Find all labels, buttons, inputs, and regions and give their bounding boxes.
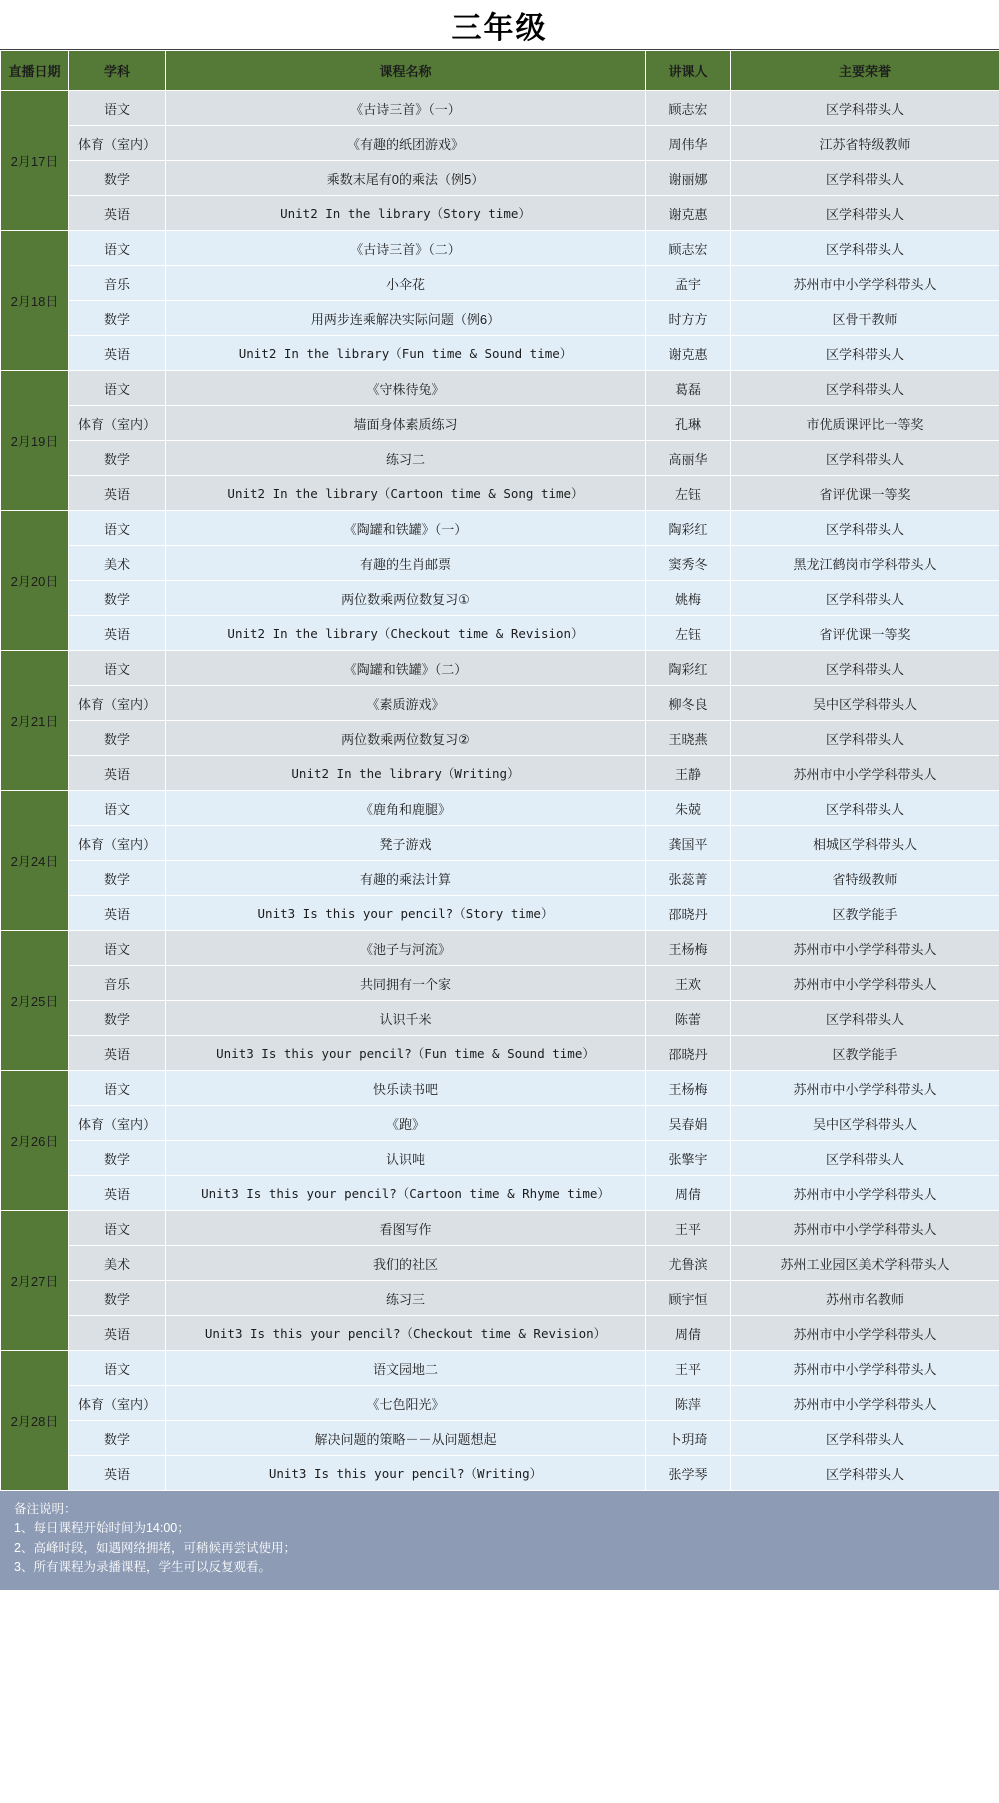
column-header-subject: 学科 bbox=[69, 51, 166, 91]
honor-cell: 苏州市中小学学科带头人 bbox=[731, 1316, 999, 1351]
table-row bbox=[1, 371, 999, 406]
table-row bbox=[1, 231, 999, 266]
date-cell: 2月19日 bbox=[1, 371, 69, 511]
teacher-cell: 龚国平 bbox=[646, 826, 731, 861]
table-row bbox=[1, 336, 999, 371]
honor-cell: 江苏省特级教师 bbox=[731, 126, 999, 161]
table-row bbox=[1, 406, 999, 441]
honor-cell: 苏州市中小学学科带头人 bbox=[731, 1386, 999, 1421]
table-row bbox=[1, 721, 999, 756]
table-row bbox=[1, 1456, 999, 1491]
note-line: 2、高峰时段，如遇网络拥堵，可稍候再尝试使用； bbox=[14, 1540, 296, 1555]
table-row bbox=[1, 1246, 999, 1281]
page-title-bar bbox=[0, 0, 999, 50]
course-name-cell: 《七色阳光》 bbox=[166, 1386, 646, 1421]
subject-cell: 语文 bbox=[69, 231, 166, 266]
column-header-date: 直播日期 bbox=[1, 51, 69, 91]
course-name-cell: 两位数乘两位数复习② bbox=[166, 721, 646, 756]
date-cell: 2月26日 bbox=[1, 1071, 69, 1211]
course-name-cell: Unit2 In the library（Story time） bbox=[166, 196, 646, 231]
teacher-cell: 窦秀冬 bbox=[646, 546, 731, 581]
teacher-cell: 朱兢 bbox=[646, 791, 731, 826]
table-row bbox=[1, 126, 999, 161]
honor-cell: 省评优课一等奖 bbox=[731, 476, 999, 511]
honor-cell: 苏州市中小学学科带头人 bbox=[731, 756, 999, 791]
course-name-cell: 认识千米 bbox=[166, 1001, 646, 1036]
subject-cell: 体育（室内） bbox=[69, 406, 166, 441]
honor-cell: 区学科带头人 bbox=[731, 651, 999, 686]
column-header-honor: 主要荣誉 bbox=[731, 51, 999, 91]
subject-cell: 语文 bbox=[69, 1351, 166, 1386]
table-row bbox=[1, 931, 999, 966]
column-header-course: 课程名称 bbox=[166, 51, 646, 91]
course-name-cell: 墙面身体素质练习 bbox=[166, 406, 646, 441]
teacher-cell: 周伟华 bbox=[646, 126, 731, 161]
table-row bbox=[1, 861, 999, 896]
honor-cell: 区学科带头人 bbox=[731, 91, 999, 126]
subject-cell: 体育（室内） bbox=[69, 686, 166, 721]
subject-cell: 语文 bbox=[69, 1071, 166, 1106]
subject-cell: 英语 bbox=[69, 476, 166, 511]
teacher-cell: 谢丽娜 bbox=[646, 161, 731, 196]
table-row bbox=[1, 651, 999, 686]
honor-cell: 区学科带头人 bbox=[731, 231, 999, 266]
honor-cell: 吴中区学科带头人 bbox=[731, 1106, 999, 1141]
course-name-cell: Unit3 Is this your pencil?（Fun time & Sound time） bbox=[166, 1036, 646, 1071]
course-name-cell: Unit2 In the library（Writing） bbox=[166, 756, 646, 791]
honor-cell: 苏州市中小学学科带头人 bbox=[731, 1071, 999, 1106]
course-name-cell: 《古诗三首》（一） bbox=[166, 91, 646, 126]
teacher-cell: 左钰 bbox=[646, 476, 731, 511]
honor-cell: 苏州市中小学学科带头人 bbox=[731, 931, 999, 966]
course-name-cell: 凳子游戏 bbox=[166, 826, 646, 861]
table-row bbox=[1, 1316, 999, 1351]
table-row bbox=[1, 546, 999, 581]
honor-cell: 区骨干教师 bbox=[731, 301, 999, 336]
course-name-cell: 有趣的乘法计算 bbox=[166, 861, 646, 896]
subject-cell: 数学 bbox=[69, 1281, 166, 1316]
teacher-cell: 陈蕾 bbox=[646, 1001, 731, 1036]
teacher-cell: 时方方 bbox=[646, 301, 731, 336]
honor-cell: 苏州市中小学学科带头人 bbox=[731, 1211, 999, 1246]
subject-cell: 语文 bbox=[69, 511, 166, 546]
table-row bbox=[1, 511, 999, 546]
table-row bbox=[1, 1141, 999, 1176]
teacher-cell: 顾志宏 bbox=[646, 231, 731, 266]
table-row bbox=[1, 1106, 999, 1141]
course-name-cell: Unit3 Is this your pencil?（Writing） bbox=[166, 1456, 646, 1491]
course-name-cell: 语文园地二 bbox=[166, 1351, 646, 1386]
teacher-cell: 谢克惠 bbox=[646, 196, 731, 231]
teacher-cell: 张学琴 bbox=[646, 1456, 731, 1491]
honor-cell: 区学科带头人 bbox=[731, 791, 999, 826]
table-row bbox=[1, 896, 999, 931]
teacher-cell: 王晓燕 bbox=[646, 721, 731, 756]
course-name-cell: Unit2 In the library（Fun time & Sound time） bbox=[166, 336, 646, 371]
course-name-cell: 《素质游戏》 bbox=[166, 686, 646, 721]
teacher-cell: 孔琳 bbox=[646, 406, 731, 441]
subject-cell: 英语 bbox=[69, 896, 166, 931]
honor-cell: 区学科带头人 bbox=[731, 1141, 999, 1176]
course-name-cell: 看图写作 bbox=[166, 1211, 646, 1246]
page-title: 三年级 bbox=[451, 11, 548, 45]
subject-cell: 数学 bbox=[69, 1001, 166, 1036]
honor-cell: 市优质课评比一等奖 bbox=[731, 406, 999, 441]
table-row bbox=[1, 476, 999, 511]
course-name-cell: 用两步连乘解决实际问题（例6） bbox=[166, 301, 646, 336]
table-row bbox=[1, 1351, 999, 1386]
subject-cell: 语文 bbox=[69, 91, 166, 126]
course-name-cell: 共同拥有一个家 bbox=[166, 966, 646, 1001]
teacher-cell: 孟宇 bbox=[646, 266, 731, 301]
teacher-cell: 张擎宇 bbox=[646, 1141, 731, 1176]
teacher-cell: 王平 bbox=[646, 1351, 731, 1386]
teacher-cell: 姚梅 bbox=[646, 581, 731, 616]
honor-cell: 区学科带头人 bbox=[731, 336, 999, 371]
subject-cell: 数学 bbox=[69, 861, 166, 896]
course-name-cell: 《陶罐和铁罐》（一） bbox=[166, 511, 646, 546]
teacher-cell: 尤鲁滨 bbox=[646, 1246, 731, 1281]
honor-cell: 苏州工业园区美术学科带头人 bbox=[731, 1246, 999, 1281]
table-row bbox=[1, 1176, 999, 1211]
teacher-cell: 顾宇恒 bbox=[646, 1281, 731, 1316]
honor-cell: 区学科带头人 bbox=[731, 441, 999, 476]
subject-cell: 体育（室内） bbox=[69, 126, 166, 161]
table-row bbox=[1, 266, 999, 301]
course-name-cell: 《陶罐和铁罐》（二） bbox=[166, 651, 646, 686]
teacher-cell: 柳冬良 bbox=[646, 686, 731, 721]
column-header-teacher: 讲课人 bbox=[646, 51, 731, 91]
course-name-cell: 《鹿角和鹿腿》 bbox=[166, 791, 646, 826]
honor-cell: 吴中区学科带头人 bbox=[731, 686, 999, 721]
subject-cell: 英语 bbox=[69, 336, 166, 371]
honor-cell: 苏州市中小学学科带头人 bbox=[731, 1351, 999, 1386]
course-name-cell: Unit2 In the library（Checkout time & Revision） bbox=[166, 616, 646, 651]
subject-cell: 数学 bbox=[69, 301, 166, 336]
course-name-cell: 两位数乘两位数复习① bbox=[166, 581, 646, 616]
honor-cell: 省特级教师 bbox=[731, 861, 999, 896]
honor-cell: 苏州市中小学学科带头人 bbox=[731, 1176, 999, 1211]
teacher-cell: 王杨梅 bbox=[646, 1071, 731, 1106]
table-header bbox=[1, 51, 999, 91]
subject-cell: 英语 bbox=[69, 1036, 166, 1071]
honor-cell: 区学科带头人 bbox=[731, 196, 999, 231]
table-row bbox=[1, 301, 999, 336]
course-name-cell: 《守株待兔》 bbox=[166, 371, 646, 406]
table-row bbox=[1, 756, 999, 791]
date-cell: 2月28日 bbox=[1, 1351, 69, 1491]
subject-cell: 美术 bbox=[69, 1246, 166, 1281]
teacher-cell: 王平 bbox=[646, 1211, 731, 1246]
teacher-cell: 葛磊 bbox=[646, 371, 731, 406]
subject-cell: 音乐 bbox=[69, 966, 166, 1001]
table-row bbox=[1, 1071, 999, 1106]
course-name-cell: 我们的社区 bbox=[166, 1246, 646, 1281]
honor-cell: 黑龙江鹤岗市学科带头人 bbox=[731, 546, 999, 581]
teacher-cell: 吴春娟 bbox=[646, 1106, 731, 1141]
teacher-cell: 周倩 bbox=[646, 1316, 731, 1351]
course-name-cell: 有趣的生肖邮票 bbox=[166, 546, 646, 581]
course-name-cell: 解决问题的策略－－从问题想起 bbox=[166, 1421, 646, 1456]
subject-cell: 体育（室内） bbox=[69, 826, 166, 861]
subject-cell: 英语 bbox=[69, 1456, 166, 1491]
date-cell: 2月17日 bbox=[1, 91, 69, 231]
subject-cell: 英语 bbox=[69, 756, 166, 791]
table-row bbox=[1, 1281, 999, 1316]
subject-cell: 音乐 bbox=[69, 266, 166, 301]
subject-cell: 美术 bbox=[69, 546, 166, 581]
teacher-cell: 左钰 bbox=[646, 616, 731, 651]
honor-cell: 相城区学科带头人 bbox=[731, 826, 999, 861]
table-row bbox=[1, 196, 999, 231]
course-name-cell: Unit3 Is this your pencil?（Cartoon time & Rhyme time） bbox=[166, 1176, 646, 1211]
honor-cell: 省评优课一等奖 bbox=[731, 616, 999, 651]
subject-cell: 数学 bbox=[69, 441, 166, 476]
honor-cell: 区教学能手 bbox=[731, 1036, 999, 1071]
subject-cell: 语文 bbox=[69, 371, 166, 406]
subject-cell: 体育（室内） bbox=[69, 1106, 166, 1141]
course-name-cell: 《古诗三首》（二） bbox=[166, 231, 646, 266]
subject-cell: 数学 bbox=[69, 581, 166, 616]
course-name-cell: 《池子与河流》 bbox=[166, 931, 646, 966]
teacher-cell: 周倩 bbox=[646, 1176, 731, 1211]
table-row bbox=[1, 966, 999, 1001]
teacher-cell: 王欢 bbox=[646, 966, 731, 1001]
course-name-cell: 乘数末尾有0的乘法（例5） bbox=[166, 161, 646, 196]
subject-cell: 数学 bbox=[69, 1421, 166, 1456]
course-name-cell: 《跑》 bbox=[166, 1106, 646, 1141]
date-cell: 2月21日 bbox=[1, 651, 69, 791]
honor-cell: 区学科带头人 bbox=[731, 161, 999, 196]
honor-cell: 区学科带头人 bbox=[731, 1421, 999, 1456]
honor-cell: 区学科带头人 bbox=[731, 371, 999, 406]
table-row bbox=[1, 826, 999, 861]
teacher-cell: 陶彩红 bbox=[646, 651, 731, 686]
course-name-cell: 练习二 bbox=[166, 441, 646, 476]
schedule-table bbox=[0, 50, 999, 1491]
honor-cell: 区学科带头人 bbox=[731, 1001, 999, 1036]
teacher-cell: 卜玥琦 bbox=[646, 1421, 731, 1456]
honor-cell: 苏州市名教师 bbox=[731, 1281, 999, 1316]
course-name-cell: 小伞花 bbox=[166, 266, 646, 301]
honor-cell: 区学科带头人 bbox=[731, 581, 999, 616]
honor-cell: 苏州市中小学学科带头人 bbox=[731, 966, 999, 1001]
subject-cell: 语文 bbox=[69, 651, 166, 686]
course-name-cell: 《有趣的纸团游戏》 bbox=[166, 126, 646, 161]
footer-note bbox=[0, 1491, 999, 1590]
table-row bbox=[1, 1421, 999, 1456]
teacher-cell: 王杨梅 bbox=[646, 931, 731, 966]
date-cell: 2月18日 bbox=[1, 231, 69, 371]
subject-cell: 体育（室内） bbox=[69, 1386, 166, 1421]
table-row bbox=[1, 1386, 999, 1421]
table-row bbox=[1, 91, 999, 126]
teacher-cell: 陶彩红 bbox=[646, 511, 731, 546]
course-name-cell: 练习三 bbox=[166, 1281, 646, 1316]
header-row bbox=[1, 51, 999, 91]
subject-cell: 数学 bbox=[69, 1141, 166, 1176]
table-row bbox=[1, 616, 999, 651]
table-row bbox=[1, 441, 999, 476]
teacher-cell: 高丽华 bbox=[646, 441, 731, 476]
course-name-cell: 认识吨 bbox=[166, 1141, 646, 1176]
subject-cell: 语文 bbox=[69, 931, 166, 966]
table-row bbox=[1, 1001, 999, 1036]
date-cell: 2月27日 bbox=[1, 1211, 69, 1351]
honor-cell: 苏州市中小学学科带头人 bbox=[731, 266, 999, 301]
table-row bbox=[1, 1036, 999, 1071]
table-row bbox=[1, 581, 999, 616]
subject-cell: 英语 bbox=[69, 1316, 166, 1351]
teacher-cell: 邵晓丹 bbox=[646, 1036, 731, 1071]
table-row bbox=[1, 1211, 999, 1246]
honor-cell: 区学科带头人 bbox=[731, 721, 999, 756]
table-row bbox=[1, 791, 999, 826]
subject-cell: 语文 bbox=[69, 1211, 166, 1246]
date-cell: 2月24日 bbox=[1, 791, 69, 931]
course-name-cell: 快乐读书吧 bbox=[166, 1071, 646, 1106]
teacher-cell: 邵晓丹 bbox=[646, 896, 731, 931]
note-line: 1、每日课程开始时间为14:00； bbox=[14, 1521, 190, 1536]
date-cell: 2月20日 bbox=[1, 511, 69, 651]
course-name-cell: Unit3 Is this your pencil?（Story time） bbox=[166, 896, 646, 931]
table-row bbox=[1, 161, 999, 196]
table-body bbox=[1, 91, 999, 1491]
subject-cell: 英语 bbox=[69, 616, 166, 651]
subject-cell: 数学 bbox=[69, 161, 166, 196]
table-row bbox=[1, 686, 999, 721]
teacher-cell: 王静 bbox=[646, 756, 731, 791]
teacher-cell: 顾志宏 bbox=[646, 91, 731, 126]
teacher-cell: 陈萍 bbox=[646, 1386, 731, 1421]
course-name-cell: Unit3 Is this your pencil?（Checkout time & Revision） bbox=[166, 1316, 646, 1351]
teacher-cell: 谢克惠 bbox=[646, 336, 731, 371]
honor-cell: 区学科带头人 bbox=[731, 511, 999, 546]
subject-cell: 英语 bbox=[69, 196, 166, 231]
subject-cell: 语文 bbox=[69, 791, 166, 826]
honor-cell: 区学科带头人 bbox=[731, 1456, 999, 1491]
subject-cell: 英语 bbox=[69, 1176, 166, 1211]
note-line: 3、所有课程为录播课程，学生可以反复观看。 bbox=[14, 1560, 271, 1575]
course-name-cell: Unit2 In the library（Cartoon time & Song time） bbox=[166, 476, 646, 511]
honor-cell: 区教学能手 bbox=[731, 896, 999, 931]
date-cell: 2月25日 bbox=[1, 931, 69, 1071]
teacher-cell: 张蕊菁 bbox=[646, 861, 731, 896]
note-line: 备注说明： bbox=[14, 1502, 77, 1516]
subject-cell: 数学 bbox=[69, 721, 166, 756]
